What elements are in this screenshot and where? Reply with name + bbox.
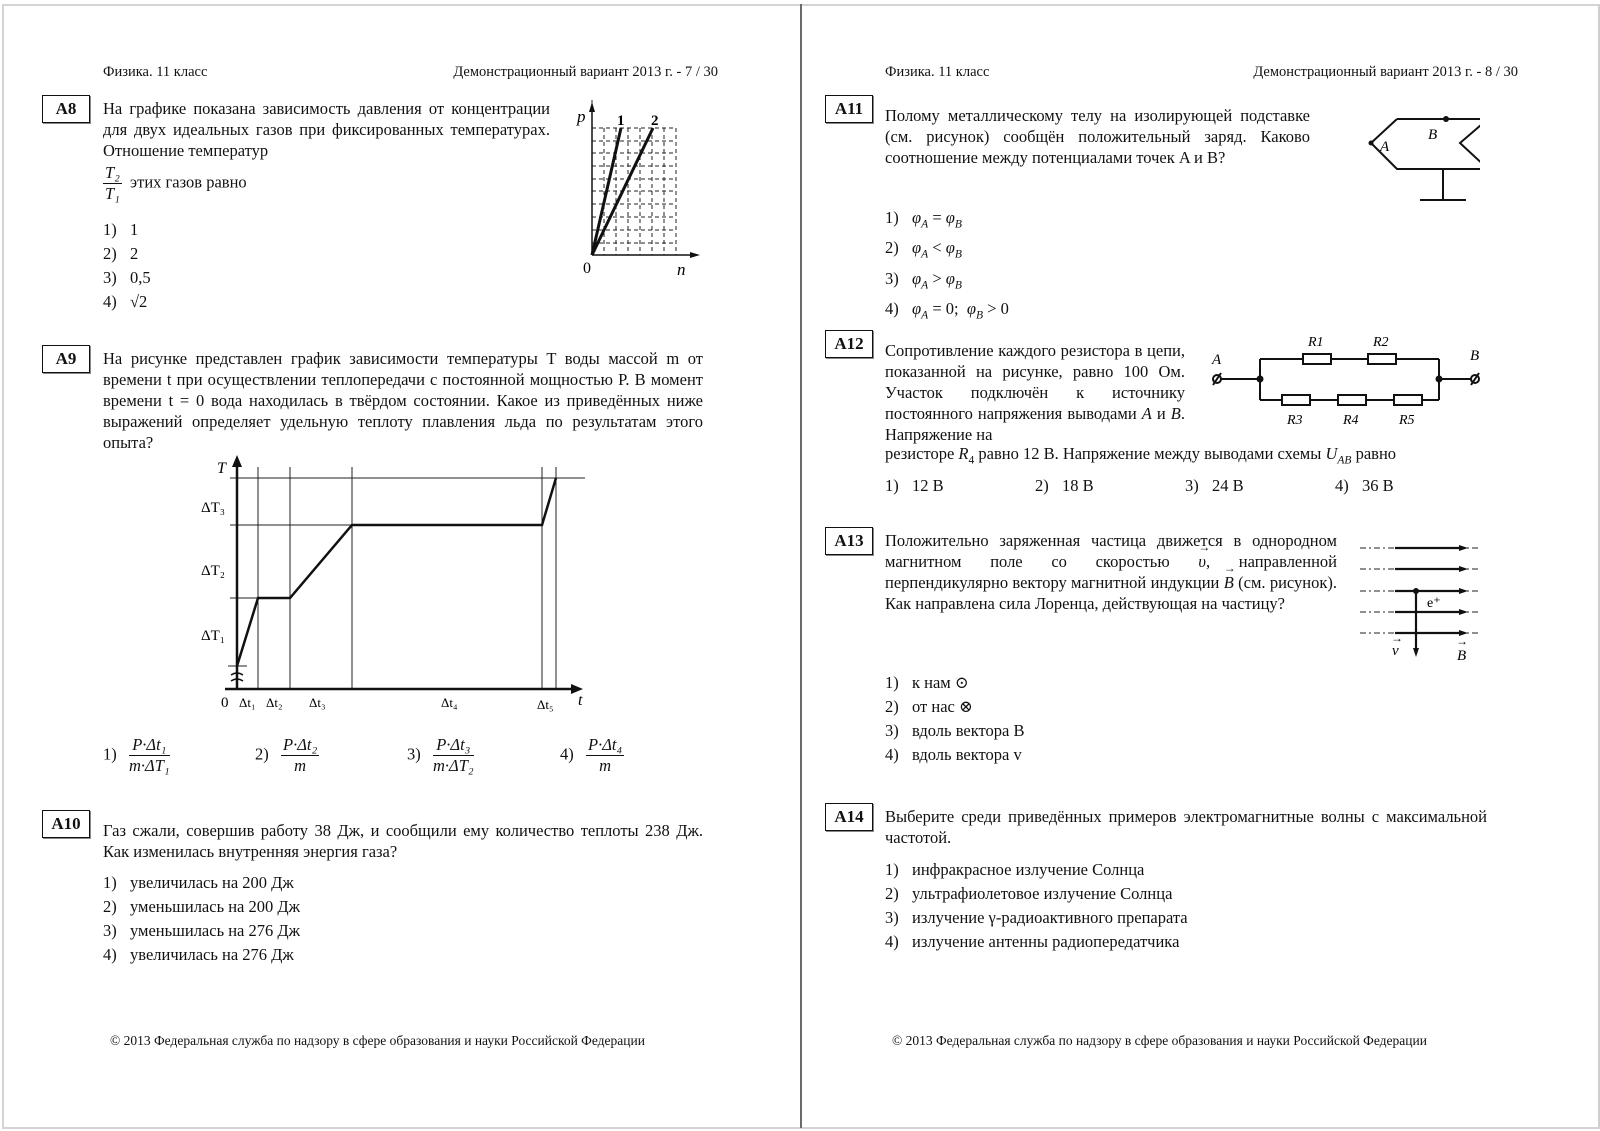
svg-text:B: B [1470,348,1480,364]
option-a14-2[interactable]: 2) ультрафиолетовое излучение Солнца [885,884,1173,903]
option-a11-4[interactable]: 4) $\varphi_A = 0$; $\varphi_B > 0$ [885,298,1009,322]
question-text-a12-cont: резисторе $R_4$ равно 12 В. Напряжение между выводами схемы $U_{AB}$ равно [885,444,1397,467]
option-a13-2[interactable]: 2) от нас ⊗ [885,697,973,716]
svg-text:R5: R5 [1399,413,1415,428]
question-text-a12: Сопротивление каждого резистора в цепи, показанной на рисунке, равно 100 Ом. Участок подключён к источнику постоянного напряжения выводами A и B. Напряжение на [885,341,1185,444]
svg-text:2: 2 [651,113,659,129]
svg-text:ΔT₁: ΔT₁ [201,628,226,644]
svg-text:n: n [677,260,686,279]
option-a13-1[interactable]: 1) к нам ⊙ [885,673,969,692]
pressure-concentration-graph [565,100,715,285]
option-a13-3[interactable]: 3) вдоль вектора B [885,721,1025,740]
svg-text:p: p [577,107,586,126]
option-a9-2[interactable]: 2) $\frac{\text{P·Δt₂}}{m}$ [255,735,318,775]
question-text-a11: Полому металлическому телу на изолирующей подставке (см. рисунок) сообщён положительный заряд. Каково соотношение между потенциалами точек A и B? [885,106,1310,167]
header-variant: Демонстрационный вариант 2013 г. - 7 / 30 [453,64,718,80]
resistor-circuit [1205,332,1495,432]
svg-text:B: B [1428,127,1438,143]
svg-text:0: 0 [583,260,591,277]
option-a11-1[interactable]: 1) $\varphi_A = \varphi_B$ [885,208,962,231]
option-a10-2[interactable]: 2) уменьшилась на 200 Дж [103,897,301,916]
options-a8 [103,218,151,314]
question-label-a10: А10 [42,810,90,838]
question-label-a14: А14 [825,803,873,831]
option-a8-1[interactable]: 1) 1 [103,220,139,239]
temperature-ratio: $\frac{\text{T₂}}{\text{T₁}}$ [105,163,120,203]
option-a12-4[interactable]: 4) 36 В [1335,476,1394,495]
question-text-a8: На графике показана зависимость давления от концентрации для двух идеальных газов при фиксированных температурах. Отношение температур $\frac{\text{T₂}}{\text{T₁}}$ этих газов равно [103,99,550,203]
option-a9-3[interactable]: 3) $\frac{\text{P·Δt₃}}{\text{m·ΔT₂}}$ [407,735,474,775]
page-8 [800,0,1600,1131]
svg-text:Δt₅: Δt₅ [537,697,554,712]
options-a10 [103,871,300,967]
svg-text:R4: R4 [1343,413,1359,428]
svg-text:Δt₄: Δt₄ [441,695,458,710]
temperature-time-graph [195,455,600,720]
svg-text:ΔT₃: ΔT₃ [201,500,226,516]
option-a12-3[interactable]: 3) 24 В [1185,476,1244,495]
svg-text:v: v [1392,643,1399,659]
svg-text:R1: R1 [1308,335,1324,350]
option-a13-4[interactable]: 4) вдоль вектора v [885,745,1022,764]
option-a8-2[interactable]: 2) 2 [103,244,139,263]
page-footer: © 2013 Федеральная служба по надзору в сфере образования и науки Российской Федерации [110,1033,645,1048]
option-a14-1[interactable]: 1) инфракрасное излучение Солнца [885,860,1145,879]
page-footer: © 2013 Федеральная служба по надзору в сфере образования и науки Российской Федерации [892,1033,1427,1048]
option-a12-1[interactable]: 1) 12 В [885,476,944,495]
option-a12-2[interactable]: 2) 18 В [1035,476,1094,495]
svg-text:0: 0 [221,695,229,711]
svg-text:A: A [1212,352,1222,368]
options-a13 [885,671,1024,767]
svg-text:→: → [1456,634,1468,648]
svg-text:Δt₂: Δt₂ [266,695,283,710]
question-label-a11: А11 [825,95,873,123]
svg-text:t: t [578,692,583,709]
hollow-body-figure [1350,105,1480,205]
option-a10-4[interactable]: 4) увеличилась на 276 Дж [103,945,294,964]
option-a10-1[interactable]: 1) увеличилась на 200 Дж [103,873,294,892]
question-label-a9: А9 [42,345,90,373]
svg-text:Δt₁: Δt₁ [239,695,256,710]
svg-text:Δt₃: Δt₃ [309,695,326,710]
svg-text:A: A [1380,139,1390,155]
header-variant: Демонстрационный вариант 2013 г. - 8 / 30 [1253,64,1518,80]
option-a9-1[interactable]: 1) $\frac{\text{P·Δt₁}}{\text{m·ΔT₁}}$ [103,735,170,775]
svg-text:1: 1 [617,113,625,129]
header-subject: Физика. 11 класс [103,64,208,80]
question-text-a14: Выберите среди приведённых примеров электромагнитные волны с максимальной частотой. [885,807,1487,847]
option-a14-4[interactable]: 4) излучение антенны радиопередатчика [885,932,1180,951]
question-text-a13: Положительно заряженная частица движется в однородном магнитном поле со скоростью → υ, направленной перпендикулярно вектору магнитной индукции → B (см. рисунок). Как направлена сила Лоренца, действующая на частицу? [885,530,1337,614]
svg-text:B: B [1457,648,1467,664]
options-a11 [885,206,1009,327]
header-subject: Физика. 11 класс [885,64,990,80]
svg-text:→: → [1391,631,1403,645]
option-a10-3[interactable]: 3) уменьшилась на 276 Дж [103,921,301,940]
question-text-a10: Газ сжали, совершив работу 38 Дж, и сообщили ему количество теплоты 238 Дж. Как изменилась внутренняя энергия газа? [103,821,703,861]
option-a8-3[interactable]: 3) 0,5 [103,268,151,287]
option-a9-4[interactable]: 4) $\frac{\text{P·Δt₄}}{m}$ [560,735,623,775]
magnetic-field-figure [1355,535,1490,665]
question-label-a13: А13 [825,527,873,555]
svg-text:R2: R2 [1373,335,1389,350]
option-a14-3[interactable]: 3) излучение γ-радиоактивного препарата [885,908,1188,927]
question-text-a9: На рисунке представлен график зависимости температуры T воды массой m от времени t при осуществлении теплопередачи с постоянной мощностью P. В момент времени t = 0 вода находилась в твёрдом состоянии. Какое из приведённых ниже выражений определяет удельную теплоту плавления льда по результатам этого опыта? [103,349,703,452]
option-a11-3[interactable]: 3) $\varphi_A > \varphi_B$ [885,268,962,291]
option-a8-4[interactable]: 4) √2 [103,292,148,311]
svg-text:e⁺: e⁺ [1427,596,1441,611]
svg-text:R3: R3 [1287,413,1303,428]
svg-text:ΔT₂: ΔT₂ [201,563,226,579]
svg-text:T: T [217,460,226,477]
question-label-a8: А8 [42,95,90,123]
question-label-a12: А12 [825,330,873,358]
options-a14 [885,858,1188,954]
option-a11-2[interactable]: 2) $\varphi_A < \varphi_B$ [885,238,962,261]
